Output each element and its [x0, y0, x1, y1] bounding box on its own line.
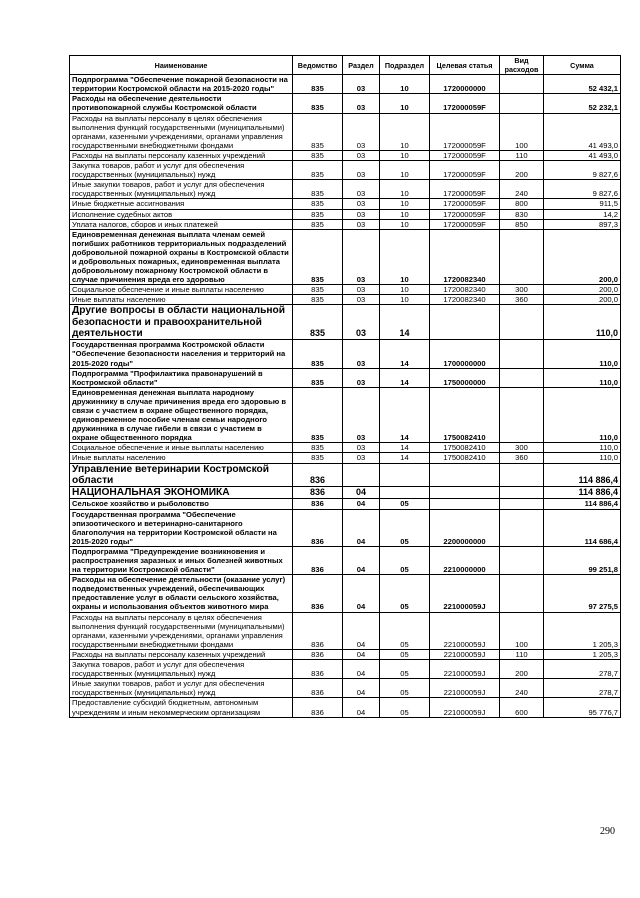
row-sum: 95 776,7 [544, 698, 621, 717]
row-target: 1750000000 [430, 368, 500, 387]
budget-table-sheet [69, 55, 621, 718]
row-section: 03 [343, 285, 380, 295]
row-kind: 600 [500, 698, 544, 717]
row-name: Социальное обеспечение и иные выплаты населению [70, 285, 293, 295]
table-row [70, 368, 621, 387]
row-dept: 836 [293, 499, 343, 509]
row-sum: 200,0 [544, 229, 621, 285]
header-name: Наименование [70, 56, 293, 75]
table-row [70, 443, 621, 453]
row-target [430, 305, 500, 340]
header-target: Целевая статья [430, 56, 500, 75]
table-row [70, 660, 621, 679]
row-section: 04 [343, 499, 380, 509]
row-section: 03 [343, 209, 380, 219]
table-row [70, 305, 621, 340]
row-sum: 41 493,0 [544, 113, 621, 150]
row-target: 221000059J [430, 649, 500, 659]
row-kind: 300 [500, 285, 544, 295]
table-row [70, 285, 621, 295]
row-dept: 836 [293, 575, 343, 612]
row-name: Расходы на обеспечение деятельности противопожарной службы Костромской области [70, 94, 293, 113]
row-name: Расходы на выплаты персоналу казенных учреждений [70, 649, 293, 659]
row-subsection: 14 [380, 368, 430, 387]
row-dept: 836 [293, 612, 343, 649]
row-subsection: 10 [380, 75, 430, 94]
row-kind [500, 463, 544, 487]
row-kind [500, 305, 544, 340]
row-dept: 835 [293, 209, 343, 219]
row-kind [500, 575, 544, 612]
row-subsection: 10 [380, 209, 430, 219]
row-sum: 41 493,0 [544, 150, 621, 160]
row-subsection: 10 [380, 150, 430, 160]
row-sum: 278,7 [544, 660, 621, 679]
row-target: 172000059F [430, 94, 500, 113]
row-sum: 1 205,3 [544, 612, 621, 649]
row-subsection: 05 [380, 509, 430, 546]
row-subsection: 10 [380, 295, 430, 305]
row-name: Уплата налогов, сборов и иных платежей [70, 219, 293, 229]
row-target: 221000059J [430, 660, 500, 679]
row-name: Исполнение судебных актов [70, 209, 293, 219]
row-subsection: 10 [380, 180, 430, 199]
row-target: 221000059J [430, 698, 500, 717]
row-subsection [380, 463, 430, 487]
row-name: Иные выплаты населению [70, 295, 293, 305]
row-dept: 835 [293, 368, 343, 387]
row-section: 04 [343, 509, 380, 546]
header-subsection: Подраздел [380, 56, 430, 75]
row-section: 03 [343, 161, 380, 180]
row-name: Единовременная денежная выплата членам семей погибших работников территориальных подразделений добровольной пожарной охраны в Костромской области и добровольных пожарных, единовременная выплата добровольному пожарному Костромской области в случае причинения вреда его здоровью [70, 229, 293, 285]
table-row [70, 698, 621, 717]
row-section: 04 [343, 698, 380, 717]
row-kind: 110 [500, 150, 544, 160]
row-subsection: 14 [380, 387, 430, 443]
row-target: 172000059F [430, 219, 500, 229]
row-sum: 110,0 [544, 305, 621, 340]
row-target [430, 487, 500, 499]
row-target: 1750082410 [430, 387, 500, 443]
row-sum: 99 251,8 [544, 546, 621, 574]
header-section: Раздел [343, 56, 380, 75]
row-name: Расходы на выплаты персоналу казенных учреждений [70, 150, 293, 160]
table-row [70, 546, 621, 574]
row-subsection: 10 [380, 219, 430, 229]
row-sum: 110,0 [544, 368, 621, 387]
row-subsection: 05 [380, 575, 430, 612]
row-target: 1750082410 [430, 453, 500, 463]
row-subsection: 05 [380, 660, 430, 679]
row-target: 172000059F [430, 180, 500, 199]
row-kind [500, 75, 544, 94]
row-subsection: 05 [380, 499, 430, 509]
row-kind: 850 [500, 219, 544, 229]
row-kind: 240 [500, 679, 544, 698]
table-body [70, 75, 621, 717]
row-section: 04 [343, 660, 380, 679]
row-dept: 836 [293, 660, 343, 679]
row-kind [500, 487, 544, 499]
row-section: 03 [343, 453, 380, 463]
row-name: Государственная программа "Обеспечение эпизоотического и ветеринарно-санитарного благополучия на территории Костромской области на 2015-2020 годы" [70, 509, 293, 546]
row-name: Управление ветеринарии Костромской области [70, 463, 293, 487]
row-kind: 800 [500, 199, 544, 209]
row-dept: 835 [293, 229, 343, 285]
row-sum: 9 827,6 [544, 161, 621, 180]
row-sum: 110,0 [544, 340, 621, 368]
row-dept: 835 [293, 199, 343, 209]
row-subsection: 05 [380, 546, 430, 574]
row-kind: 300 [500, 443, 544, 453]
row-kind: 200 [500, 660, 544, 679]
row-name: Расходы на выплаты персоналу в целях обеспечения выполнения функций государственными (муниципальными) органами, казенными учреждениями, органами управления государственными внебюджетными фондами [70, 113, 293, 150]
row-subsection: 10 [380, 161, 430, 180]
row-subsection: 14 [380, 453, 430, 463]
row-kind: 240 [500, 180, 544, 199]
row-section: 03 [343, 75, 380, 94]
table-row [70, 612, 621, 649]
row-sum: 200,0 [544, 285, 621, 295]
row-sum: 9 827,6 [544, 180, 621, 199]
row-kind [500, 546, 544, 574]
row-dept: 836 [293, 487, 343, 499]
row-kind [500, 368, 544, 387]
row-section [343, 463, 380, 487]
row-section: 03 [343, 180, 380, 199]
row-dept: 835 [293, 75, 343, 94]
row-target: 221000059J [430, 612, 500, 649]
table-row [70, 229, 621, 285]
row-dept: 836 [293, 546, 343, 574]
row-section: 03 [343, 340, 380, 368]
row-dept: 836 [293, 463, 343, 487]
row-section: 04 [343, 546, 380, 574]
row-section: 03 [343, 295, 380, 305]
row-name: Закупка товаров, работ и услуг для обеспечения государственных (муниципальных) нужд [70, 161, 293, 180]
row-sum: 97 275,5 [544, 575, 621, 612]
row-name: Предоставление субсидий бюджетным, автономным учреждениям и иным некоммерческим организациям [70, 698, 293, 717]
header-sum: Сумма [544, 56, 621, 75]
row-subsection: 10 [380, 229, 430, 285]
row-sum: 52 232,1 [544, 94, 621, 113]
row-dept: 836 [293, 698, 343, 717]
row-section: 04 [343, 679, 380, 698]
row-name: Социальное обеспечение и иные выплаты населению [70, 443, 293, 453]
row-name: Закупка товаров, работ и услуг для обеспечения государственных (муниципальных) нужд [70, 660, 293, 679]
row-dept: 836 [293, 679, 343, 698]
table-row [70, 295, 621, 305]
row-section: 04 [343, 612, 380, 649]
row-target: 2200000000 [430, 509, 500, 546]
row-name: Иные закупки товаров, работ и услуг для обеспечения государственных (муниципальных) нужд [70, 679, 293, 698]
table-row [70, 679, 621, 698]
row-section: 03 [343, 113, 380, 150]
row-dept: 835 [293, 305, 343, 340]
table-row [70, 509, 621, 546]
row-section: 04 [343, 575, 380, 612]
row-name: Единовременная денежная выплата народному дружиннику в случае причинения вреда его здоровью в связи с участием в охране общественного порядка, единовременное пособие членам семьи народного дружинника в случае гибели в связи с участием в охране общественного порядка [70, 387, 293, 443]
row-name: Подпрограмма "Профилактика правонарушений в Костромской области" [70, 368, 293, 387]
row-sum: 110,0 [544, 453, 621, 463]
table-row [70, 453, 621, 463]
row-section: 03 [343, 387, 380, 443]
row-name: Государственная программа Костромской области "Обеспечение безопасности населения и территорий на 2015-2020 годы" [70, 340, 293, 368]
row-target: 2210000000 [430, 546, 500, 574]
row-subsection: 10 [380, 199, 430, 209]
row-name: Подпрограмма "Обеспечение пожарной безопасности на территории Костромской области на 2015-2020 годы" [70, 75, 293, 94]
row-target: 1720082340 [430, 229, 500, 285]
row-sum: 52 432,1 [544, 75, 621, 94]
row-kind: 360 [500, 295, 544, 305]
row-kind [500, 340, 544, 368]
row-sum: 200,0 [544, 295, 621, 305]
row-sum: 1 205,3 [544, 649, 621, 659]
row-subsection: 05 [380, 679, 430, 698]
table-header-row [70, 56, 621, 75]
row-sum: 114 886,4 [544, 463, 621, 487]
row-section: 03 [343, 219, 380, 229]
row-name: Иные выплаты населению [70, 453, 293, 463]
row-name: Иные бюджетные ассигнования [70, 199, 293, 209]
row-dept: 835 [293, 285, 343, 295]
row-target: 172000059F [430, 113, 500, 150]
table-row [70, 487, 621, 499]
page-number: 290 [600, 826, 615, 837]
row-kind: 100 [500, 113, 544, 150]
table-row [70, 161, 621, 180]
row-dept: 835 [293, 295, 343, 305]
row-dept: 836 [293, 649, 343, 659]
row-subsection [380, 487, 430, 499]
row-target: 172000059F [430, 199, 500, 209]
table-row [70, 94, 621, 113]
row-kind: 110 [500, 649, 544, 659]
row-kind [500, 387, 544, 443]
row-dept: 835 [293, 443, 343, 453]
row-name: Другие вопросы в области национальной безопасности и правоохранительной деятельности [70, 305, 293, 340]
table-row [70, 180, 621, 199]
row-target [430, 463, 500, 487]
row-kind [500, 229, 544, 285]
row-target: 1750082410 [430, 443, 500, 453]
row-target: 172000059F [430, 150, 500, 160]
row-subsection: 10 [380, 113, 430, 150]
row-section: 03 [343, 199, 380, 209]
row-target: 1720000000 [430, 75, 500, 94]
row-subsection: 05 [380, 612, 430, 649]
row-subsection: 05 [380, 649, 430, 659]
header-kind: Вид расходов [500, 56, 544, 75]
row-sum: 278,7 [544, 679, 621, 698]
row-kind: 100 [500, 612, 544, 649]
row-kind [500, 509, 544, 546]
row-subsection: 14 [380, 340, 430, 368]
row-dept: 836 [293, 509, 343, 546]
row-dept: 835 [293, 340, 343, 368]
row-sum: 114 886,4 [544, 499, 621, 509]
table-row [70, 113, 621, 150]
row-target: 221000059J [430, 679, 500, 698]
row-kind: 830 [500, 209, 544, 219]
row-subsection: 14 [380, 305, 430, 340]
row-section: 03 [343, 150, 380, 160]
row-dept: 835 [293, 161, 343, 180]
row-sum: 14,2 [544, 209, 621, 219]
row-name: Расходы на обеспечение деятельности (оказание услуг) подведомственных учреждений, обеспечивающих предоставление услуг в области сельского хозяйства, охраны и использования объектов животного мира [70, 575, 293, 612]
row-name: Иные закупки товаров, работ и услуг для обеспечения государственных (муниципальных) нужд [70, 180, 293, 199]
row-target: 1720082340 [430, 295, 500, 305]
row-section: 03 [343, 368, 380, 387]
row-name: НАЦИОНАЛЬНАЯ ЭКОНОМИКА [70, 487, 293, 499]
row-subsection: 10 [380, 285, 430, 295]
row-section: 03 [343, 443, 380, 453]
row-section: 04 [343, 487, 380, 499]
budget-table [69, 55, 621, 718]
row-target: 172000059F [430, 209, 500, 219]
row-kind: 200 [500, 161, 544, 180]
row-dept: 835 [293, 150, 343, 160]
row-sum: 114 886,4 [544, 487, 621, 499]
header-dept: Ведомство [293, 56, 343, 75]
table-row [70, 340, 621, 368]
row-sum: 110,0 [544, 443, 621, 453]
row-dept: 835 [293, 94, 343, 113]
row-dept: 835 [293, 113, 343, 150]
row-section: 04 [343, 649, 380, 659]
row-target: 172000059F [430, 161, 500, 180]
table-row [70, 649, 621, 659]
table-row [70, 387, 621, 443]
table-row [70, 575, 621, 612]
row-name: Подпрограмма "Предупреждение возникновения и распространения заразных и иных болезней животных на территории Костромской области" [70, 546, 293, 574]
row-kind [500, 499, 544, 509]
row-target [430, 499, 500, 509]
row-target: 1700000000 [430, 340, 500, 368]
row-sum: 897,3 [544, 219, 621, 229]
table-row [70, 219, 621, 229]
row-target: 221000059J [430, 575, 500, 612]
row-sum: 911,5 [544, 199, 621, 209]
row-target: 1720082340 [430, 285, 500, 295]
row-kind: 360 [500, 453, 544, 463]
row-dept: 835 [293, 453, 343, 463]
row-section: 03 [343, 94, 380, 113]
table-row [70, 209, 621, 219]
row-dept: 835 [293, 219, 343, 229]
row-subsection: 05 [380, 698, 430, 717]
table-row [70, 499, 621, 509]
row-section: 03 [343, 229, 380, 285]
row-dept: 835 [293, 387, 343, 443]
table-row [70, 150, 621, 160]
row-subsection: 10 [380, 94, 430, 113]
row-name: Сельское хозяйство и рыболовство [70, 499, 293, 509]
table-row [70, 199, 621, 209]
row-name: Расходы на выплаты персоналу в целях обеспечения выполнения функций государственными (муниципальными) органами, казенными учреждениями, органами управления государственными внебюджетными фондами [70, 612, 293, 649]
row-kind [500, 94, 544, 113]
table-row [70, 463, 621, 487]
row-sum: 110,0 [544, 387, 621, 443]
row-section: 03 [343, 305, 380, 340]
row-sum: 114 686,4 [544, 509, 621, 546]
row-subsection: 14 [380, 443, 430, 453]
row-dept: 835 [293, 180, 343, 199]
table-row [70, 75, 621, 94]
